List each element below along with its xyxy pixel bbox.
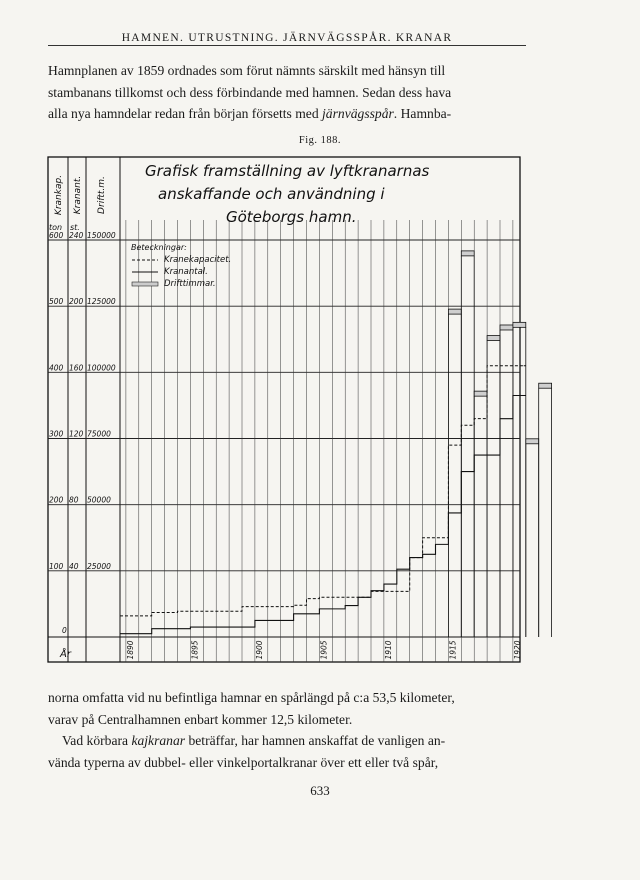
unit-label-st: st. xyxy=(70,223,80,232)
tick-label-capacity: 400 xyxy=(49,363,64,373)
running-header: HAMNEN. UTRUSTNING. JÄRNVÄGSSPÅR. KRANAR xyxy=(121,32,453,44)
tick-label-hours: 150000 xyxy=(87,231,116,240)
chart-title-line-2: anskaffande och användning i xyxy=(158,185,385,203)
x-tick-label: 1915 xyxy=(448,640,458,660)
x-tick-label: 1895 xyxy=(190,640,200,660)
x-axis-label: År xyxy=(60,649,71,660)
paragraph-bottom-line: Vad körbara kajkranar beträffar, har hamnen anskaffat de vanligen an- xyxy=(62,733,446,748)
axis-header-hours: Driftt.m. xyxy=(97,176,107,214)
legend-entry: Kranekapacitet. xyxy=(164,255,232,265)
series-hours-bar xyxy=(474,391,487,396)
tick-label-capacity: 600 xyxy=(49,231,64,240)
tick-label-hours: 50000 xyxy=(87,495,111,505)
tick-label-capacity: 200 xyxy=(49,495,64,505)
tick-label-zero: 0 xyxy=(62,626,67,635)
series-count-line xyxy=(120,395,526,633)
tick-label-count: 240 xyxy=(69,231,84,240)
legend-swatch-hours xyxy=(132,282,158,286)
axis-header-capacity: Krankap. xyxy=(54,174,64,216)
page-number: 633 xyxy=(310,783,330,798)
legend-title: Beteckningar: xyxy=(131,243,187,252)
emphasis-word: kajkranar xyxy=(131,733,186,748)
series-hours-bar xyxy=(487,336,500,341)
x-tick-label: 1910 xyxy=(383,640,393,660)
series-hours-bar xyxy=(461,251,474,256)
paragraph-top-line: stambanans tillkomst och dess förbindande med hamnen. Sedan dess hava xyxy=(48,84,452,100)
emphasis-word: järnvägsspår xyxy=(322,106,394,121)
series-hours-bar xyxy=(500,325,513,330)
chart-title-line-3: Göteborgs hamn. xyxy=(226,208,357,226)
figure-caption: Fig. 188. xyxy=(298,135,342,146)
tick-label-capacity: 300 xyxy=(49,429,64,439)
paragraph-bottom-line: varav på Centralhamnen enbart kommer 12,5 kilometer. xyxy=(48,711,353,727)
series-hours-bar xyxy=(539,383,552,388)
tick-label-count: 160 xyxy=(69,363,84,373)
chart-frame xyxy=(48,157,520,662)
series-capacity-line xyxy=(120,366,526,616)
chart-title-line-1: Grafisk framställning av lyftkranarnas xyxy=(145,162,430,180)
series-hours-bar xyxy=(513,322,526,327)
paragraph-bottom-line: norna omfatta vid nu befintliga hamnar en spårlängd på c:a 53,5 kilometer, xyxy=(48,690,455,705)
paragraph-bottom-line: vända typerna av dubbel- eller vinkelportalkranar över ett eller två spår, xyxy=(48,754,439,770)
tick-label-count: 200 xyxy=(69,297,84,307)
axis-header-count: Kranant. xyxy=(73,175,83,215)
x-tick-label: 1920 xyxy=(512,640,522,660)
tick-label-count: 80 xyxy=(69,495,79,505)
tick-label-count: 120 xyxy=(69,429,84,439)
series-hours-bar xyxy=(448,309,461,314)
x-tick-label: 1890 xyxy=(125,640,135,660)
tick-label-count: 40 xyxy=(69,561,79,571)
x-tick-label: 1905 xyxy=(319,640,329,660)
unit-label-ton: ton xyxy=(49,223,63,232)
legend-entry: Drifttimmar. xyxy=(164,279,216,289)
tick-label-hours: 25000 xyxy=(87,561,111,571)
series-hours-bar xyxy=(526,439,539,444)
tick-label-hours: 75000 xyxy=(87,429,111,439)
tick-label-hours: 100000 xyxy=(87,363,116,373)
legend-entry: Kranantal. xyxy=(164,267,208,277)
x-tick-label: 1900 xyxy=(254,640,264,660)
tick-label-capacity: 100 xyxy=(49,561,64,571)
paragraph-top-line: Hamnplanen av 1859 ordnades som förut nämnts särskilt med hänsyn till xyxy=(48,63,446,78)
paragraph-top-line: alla nya hamndelar redan från början försetts med järnvägsspår. Hamnba- xyxy=(48,106,452,121)
tick-label-hours: 125000 xyxy=(87,297,116,307)
tick-label-capacity: 500 xyxy=(49,297,64,307)
paragraph-bottom xyxy=(48,687,526,773)
